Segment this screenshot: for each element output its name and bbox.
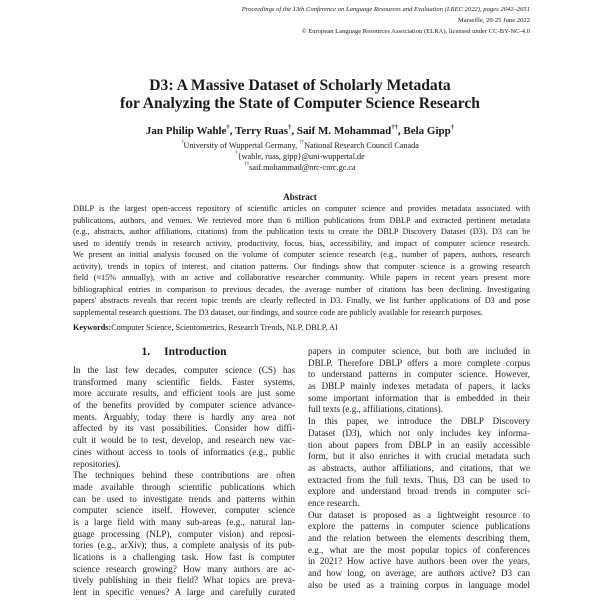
- affiliation-mark: ††: [244, 162, 250, 167]
- text-line: tories (e.g., arXiv); thus, a complete analysis of its pub-: [73, 540, 295, 551]
- text-line: transformed many scientific fields. Faster systems,: [73, 376, 295, 387]
- keywords-label: Keywords:: [73, 323, 112, 332]
- text-line: lications is a challenging task. How fast is computer: [73, 552, 295, 562]
- text-line: tion about papers from DBLP in an easily accessible: [308, 439, 530, 450]
- text-line: used to identify trends in research activity, productivity, focus, bias, accessibility, and impact of computer science research.: [73, 238, 530, 248]
- affiliation: University of Wuppertal Germany,: [183, 141, 300, 150]
- text-line: lent in specific venues? A large and carefully curated: [73, 587, 295, 598]
- text-line: and how long, on average, are authors active? D3 can: [308, 568, 530, 579]
- proceedings-header: Proceedings of the 13th Conference on Language Resources and Evaluation (LREC 2022), pages 2642–2651: [241, 6, 530, 13]
- text-line: supplemental research questions. The D3 dataset, our findings, and source code are publicly available for research purposes.: [73, 307, 483, 317]
- text-line: computer science itself. However, computer science: [73, 505, 295, 516]
- text-line: Dataset (D3), which not only includes key informa-: [308, 427, 530, 438]
- text-line: bibliographical entries in comparison to previous decades, the average number of citations has been declining. Investigating: [73, 284, 530, 294]
- email-line: [0, 152, 600, 161]
- text-line: in 2021? How active have authors been over the years,: [308, 556, 530, 567]
- left-column-text: [73, 365, 295, 599]
- author-name: Saif M. Mohammad: [296, 125, 392, 137]
- affiliation-mark: †: [226, 124, 230, 131]
- author-name: Terry Ruas: [235, 125, 289, 137]
- text-line: cines without access to tools of informatics (e.g., public: [73, 446, 295, 457]
- abstract-heading: Abstract: [283, 192, 317, 202]
- text-line: of the benefits provided by computer science advance-: [73, 400, 295, 411]
- text-line: We present an initial analysis focused on the volume of computer science research (e.g., number of papers, authors, research: [73, 250, 530, 260]
- section-heading-introduction: [73, 346, 295, 358]
- text-line: explore the patterns in computer science publications: [308, 521, 530, 532]
- text-line: also be used as a training corpus in language model: [308, 579, 530, 590]
- affiliation-mark: †: [235, 151, 238, 156]
- text-line: and the relation between the elements describing them,: [308, 533, 530, 543]
- text-line: publications, authors, and venues. We retrieved more than 6 million publications from DBLP and extracted pertinent metadata: [73, 215, 530, 225]
- affiliation-mark: ††: [299, 140, 305, 145]
- email: {wahle, ruas, gipp}@uni-wuppertal.de: [237, 152, 365, 161]
- right-column-text: [308, 346, 530, 591]
- text-line: can be used to investigate trends and patterns within: [73, 493, 295, 504]
- text-line: some important information that is embedded in their: [308, 392, 530, 403]
- keywords-text: Computer Science, Scientometrics, Research Trends, NLP, DBLP, AI: [111, 323, 338, 332]
- affiliations: [0, 141, 600, 150]
- text-line: papers in computer science, but both are included in: [308, 346, 530, 356]
- affiliation: National Research Council Canada: [304, 141, 419, 150]
- text-line: more accurate results, and efficient tools are just some: [73, 388, 295, 399]
- text-line: repositories).: [73, 458, 121, 469]
- affiliation-mark: †: [181, 140, 184, 145]
- affiliation-mark: †: [288, 124, 292, 131]
- text-line: extracted from the full texts. Thus, D3 can be used to: [308, 474, 530, 485]
- affiliation-mark: †: [450, 124, 455, 131]
- text-line: affected by its vast possibilities. Consider how diffi-: [73, 423, 295, 434]
- text-line: full texts (e.g., affiliations, citations).: [308, 404, 443, 415]
- text-line: In the last few decades, computer science (CS) has: [73, 365, 295, 375]
- conference-location: Marseille, 20-25 June 2022: [457, 17, 530, 24]
- text-line: is a large field with many sub-areas (e.g., natural lan-: [73, 516, 295, 527]
- text-line: cult it would be to test, develop, and research new vac-: [73, 435, 295, 446]
- text-line: ence research.: [308, 497, 360, 508]
- text-line: guage processing (NLP), computer vision) and reposi-: [73, 528, 295, 539]
- text-line: DBLP is the largest open-access repository of scientific articles on computer science and provides metadata associated with: [73, 204, 530, 213]
- abstract-body: [73, 203, 530, 318]
- text-line: DBLP. Therefore DBLP offers a more complete corpus: [308, 357, 530, 368]
- text-line: ments. Arguably, today there is hardly any area not: [73, 411, 295, 422]
- text-line: tively publishing in their field? What topics are preva-: [73, 575, 295, 586]
- text-line: as DBLP mainly indexes metadata of papers, it lacks: [308, 381, 530, 392]
- text-line: Our dataset is proposed as a lightweight resource to: [308, 509, 530, 520]
- text-line: science research growing? How many authors are ac-: [73, 563, 295, 574]
- author-name: Bela Gipp: [403, 125, 451, 137]
- text-line: In this paper, we introduce the DBLP Discovery: [308, 416, 530, 427]
- text-line: (e.g., abstracts, author affiliations, citations) from the publication texts to create the DBLP Discovery Dataset (D3). D3 can be: [73, 227, 530, 237]
- author-list: [0, 125, 600, 137]
- text-line: form, but it also enriches it with crucial metadata such: [308, 451, 530, 462]
- section-number: 1.: [141, 346, 151, 358]
- text-line: The techniques behind these contributions are often: [73, 470, 295, 481]
- text-line: to understand patterns in computer science. However,: [308, 369, 530, 380]
- paper-title-line-2: for Analyzing the State of Computer Science Research: [120, 95, 480, 112]
- text-line: made available through scientific publications which: [73, 481, 295, 492]
- affiliation-mark: ††: [391, 124, 398, 131]
- paper-title-line-1: D3: A Massive Dataset of Scholarly Metadata: [149, 77, 451, 94]
- text-line: as abstracts, author affiliations, and citations, that we: [308, 462, 530, 473]
- separator: ,: [291, 125, 297, 137]
- section-title: Introduction: [164, 346, 227, 358]
- email-line: [0, 163, 600, 172]
- keywords: [73, 323, 338, 332]
- text-line: activity), trends in topics of interest, and citation patterns. Our findings show that computer science is a growing research: [73, 261, 530, 271]
- email: saif.mohammad@nrc-cnrc.gc.ca: [249, 163, 356, 172]
- text-line: e.g., what are the most popular topics of conferences: [308, 544, 530, 555]
- author-name: Jan Philip Wahle: [145, 125, 227, 137]
- text-line: papers' abstracts reveals that recent topic trends are clearly reflected in D3. Finally, we list further applications of D3 and pose: [73, 296, 530, 306]
- separator: ,: [229, 125, 236, 137]
- text-line: field (≈15% annually), with an active and collaborative researcher community. While papers in recent years present more: [73, 273, 530, 283]
- text-line: explore and understand broad trends in computer sci-: [308, 486, 530, 497]
- copyright-notice: © European Language Resources Association (ELRA), licensed under CC-BY-NC-4.0: [301, 28, 530, 35]
- separator: ,: [397, 125, 404, 137]
